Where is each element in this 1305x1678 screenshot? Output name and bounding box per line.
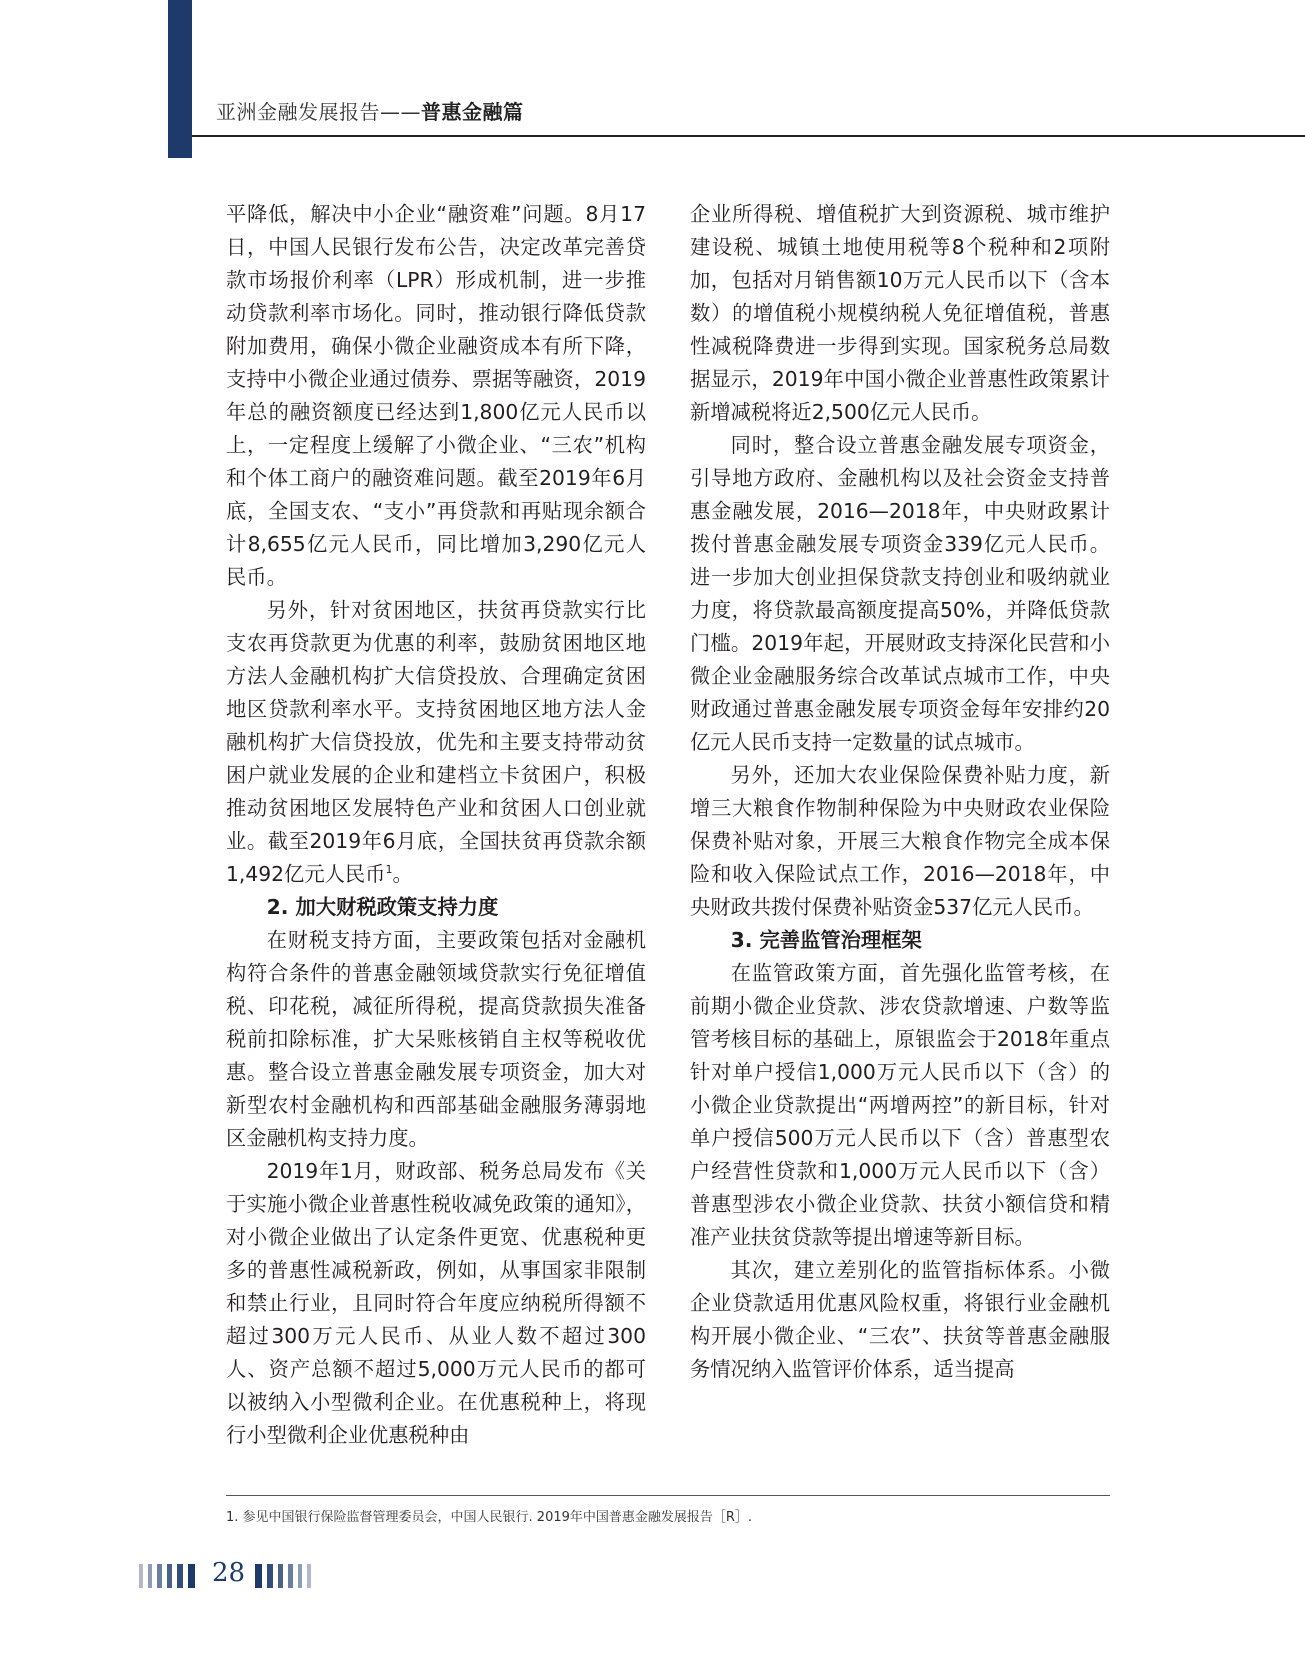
paragraph-text: 另外，针对贫困地区，扶贫再贷款实行比支农再贷款更为优惠的利率，鼓励贫困地区地方法人金融机构扩大信贷投放、合理确定贫困地区贷款利率水平。支持贫困地区地方法人金融机构扩大信贷投放，优先和主要支持带动贫困户就业发展的企业和建档立卡贫困户，积极推动贫困地区发展特色产业和贫困人口创业就业。截至2019年6月底，全国扶贫再贷款余额1,492亿元人民币: [226, 598, 646, 886]
paragraph: 其次，建立差别化的监管指标体系。小微企业贷款适用优惠风险权重，将银行业金融机构开展小微企业、“三农”、扶贫等普惠金融服务情况纳入监管评价体系，适当提高: [690, 1258, 1110, 1381]
paragraph: 企业所得税、增值税扩大到资源税、城市维护建设税、城镇土地使用税等8个税种和2项附加，包括对月销售额10万元人民币以下（含本数）的增值税小规模纳税人免征增值税，普惠性减税降费进一步得到实现。国家税务总局数据显示，2019年中国小微企业普惠性政策累计新增减税将近2,500亿元人民币。: [690, 202, 1110, 424]
footnote-marker[interactable]: 1: [385, 863, 393, 877]
paragraph: 在监管政策方面，首先强化监管考核，在前期小微企业贷款、涉农贷款增速、户数等监管考核目标的基础上，原银监会于2018年重点针对单户授信1,000万元人民币以下（含）的小微企业贷款提出“两增两控”的新目标，针对单户授信500万元人民币以下（含）普惠型农户经营性贷款和1,000万元人民币以下（含）普惠型涉农小微企业贷款、扶贫小额信贷和精准产业扶贫贷款等提出增速等新目标。: [690, 961, 1110, 1249]
page-number-bars-right-icon: [255, 1564, 311, 1588]
header-title-bold: 普惠金融篇: [421, 100, 524, 124]
footnote-rule: [226, 1495, 1110, 1496]
section-heading: 2. 加大财税政策支持力度: [266, 895, 499, 919]
left-column: [226, 198, 646, 1452]
header-rule: [192, 135, 1305, 137]
header-color-bar: [168, 0, 192, 158]
paragraph: 2019年1月，财政部、税务总局发布《关于实施小微企业普惠性税收减免政策的通知》，对小微企业做出了认定条件更宽、优惠税种更多的普惠性减税新政，例如，从事国家非限制和禁止行业，且同时符合年度应纳税所得额不超过300万元人民币、从业人数不超过300人、资产总额不超过5,000万元人民币的都可以被纳入小型微利企业。在优惠税种上，将现行小型微利企业优惠税种由: [226, 1159, 646, 1447]
section-heading: 3. 完善监管治理框架: [730, 928, 922, 952]
right-column: [690, 198, 1110, 1386]
paragraph: 另外，还加大农业保险保费补贴力度，新增三大粮食作物制种保险为中央财政农业保险保费补贴对象，开展三大粮食作物完全成本保险和收入保险试点工作，2016—2018年，中央财政共拨付保费补贴资金537亿元人民币。: [690, 763, 1110, 919]
paragraph: 平降低，解决中小企业“融资难”问题。8月17日，中国人民银行发布公告，决定改革完善贷款市场报价利率（LPR）形成机制，进一步推动贷款利率市场化。同时，推动银行降低贷款附加费用，确保小微企业融资成本有所下降，支持中小微企业通过债券、票据等融资，2019年总的融资额度已经达到1,800亿元人民币以上，一定程度上缓解了小微企业、“三农”机构和个体工商户的融资难问题。截至2019年6月底，全国支农、“支小”再贷款和再贴现余额合计8,655亿元人民币，同比增加3,290亿元人民币。: [226, 202, 646, 589]
paragraph: 在财税支持方面，主要政策包括对金融机构符合条件的普惠金融领域贷款实行免征增值税、印花税，减征所得税，提高贷款损失准备税前扣除标准，扩大呆账核销自主权等税收优惠。整合设立普惠金融发展专项资金，加大对新型农村金融机构和西部基础金融服务薄弱地区金融机构支持力度。: [226, 928, 646, 1150]
footnote: 1. 参见中国银行保险监督管理委员会，中国人民银行. 2019年中国普惠金融发展报告［R］.: [226, 1510, 753, 1525]
running-header: [216, 96, 524, 125]
page-number: 28: [212, 1558, 246, 1588]
paragraph: [226, 594, 646, 891]
header-title-regular: 亚洲金融发展报告——: [216, 100, 421, 124]
paragraph-end: 。: [392, 862, 413, 886]
paragraph: 同时，整合设立普惠金融发展专项资金，引导地方政府、金融机构以及社会资金支持普惠金融发展，2016—2018年，中央财政累计拨付普惠金融发展专项资金339亿元人民币。进一步加大创业担保贷款支持创业和吸纳就业力度，将贷款最高额度提高50%，并降低贷款门槛。2019年起，开展财政支持深化民营和小微企业金融服务综合改革试点城市工作，中央财政通过普惠金融发展专项资金每年安排约20亿元人民币支持一定数量的试点城市。: [690, 433, 1110, 754]
page-number-bars-left-icon: [139, 1564, 195, 1588]
